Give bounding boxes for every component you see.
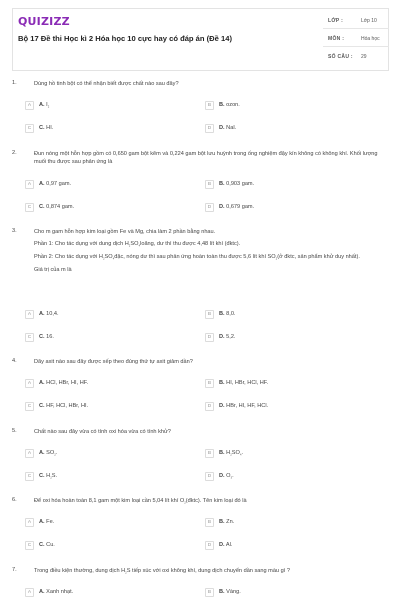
option-key-box: D [205, 541, 214, 550]
question-line: Dãy axit nào sau đây được xếp theo đúng thứ tự axit giảm dần? [34, 359, 193, 365]
option-text [219, 102, 240, 108]
option-value: 10,4. [46, 311, 59, 317]
question-text [34, 497, 384, 510]
option-key-box: B [205, 310, 214, 319]
option-value: 0,874 gam. [46, 204, 75, 210]
meta-subject-value: Hóa học [361, 36, 380, 42]
option-value: HI, HBr, HCl, HF. [226, 380, 269, 386]
option-key-box: C [25, 472, 34, 481]
question-line: Phần 2: Cho tác dụng với $H_{_2}SO_{_4}đặc$, nóng dư thì sau phản ứng hoàn toàn thu được 5,6 lít khí $SO_{_2}(ở$ đktc, sản phẩm khử duy nhất). [34, 254, 360, 260]
option-key-box: B [205, 449, 214, 458]
question-line: Dùng hồ tinh bột có thể nhận biết được chất nào sau đây? [34, 81, 179, 87]
question-text [34, 428, 384, 440]
option-letter: D. [219, 473, 225, 479]
option-letter: D. [219, 403, 225, 409]
question-number: 4. [12, 358, 17, 364]
option-text [39, 311, 59, 317]
question-line: Đun nóng một hỗn hợp gồm có 0,650 gam bột kẽm và 0,224 gam bột lưu huỳnh trong ống nghiệm đậy kín không có không khí. Khối lượng muối thu được sau phản ứng là [34, 151, 378, 165]
option-value: $H_{_2}SO_{_4}$. [226, 450, 244, 456]
option-text [219, 125, 236, 131]
option-letter: A. [39, 589, 45, 595]
option-value: Fe. [46, 519, 55, 525]
meta-class [323, 13, 389, 29]
question-number: 2. [12, 150, 17, 156]
question-line: Chất nào sau đây vừa có tính oxi hóa vừa có tính khử? [34, 429, 171, 435]
option-value: 0,679 gam. [226, 204, 255, 210]
option-key-box: A [25, 310, 34, 319]
option-letter: D. [219, 204, 225, 210]
option-value: Cu. [46, 542, 55, 548]
option-value: HF, HCl, HBr, HI. [46, 403, 89, 409]
question-line: Cho m gam hỗn hợp kim loại gồm Fe và Mg, chia làm 2 phần bằng nhau. [34, 229, 216, 235]
option-letter: A. [39, 181, 45, 187]
option-value: Vàng. [226, 589, 241, 595]
meta-class-value: Lớp 10 [361, 18, 377, 24]
option-text [39, 589, 73, 595]
option-letter: B. [219, 311, 225, 317]
option-key-box: C [25, 541, 34, 550]
option-text [39, 403, 88, 409]
question-text [34, 80, 384, 92]
meta-count-value: 29 [361, 54, 367, 60]
worksheet-header [12, 8, 389, 71]
meta-class-label: LỚP : [328, 18, 344, 24]
option-key-box: C [25, 203, 34, 212]
option-letter: A. [39, 519, 45, 525]
meta-subject [323, 31, 389, 47]
option-value: NaI. [226, 125, 237, 131]
option-letter: B. [219, 450, 225, 456]
option-key-box: A [25, 518, 34, 527]
option-key-box: B [205, 518, 214, 527]
option-key-box: D [205, 402, 214, 411]
option-text [219, 181, 254, 187]
option-value: $I_{_2}$ [46, 102, 50, 108]
option-text [219, 334, 236, 340]
option-value: HBr, HI, HF, HCl. [226, 403, 269, 409]
option-key-box: C [25, 333, 34, 342]
meta-subject-label: MÔN : [328, 36, 345, 42]
option-letter: C. [39, 542, 45, 548]
question-line: Để oxi hóa hoàn toàn 8,1 gam một kim loại cần 5,04 lít khí $O_{_2}(đktc)$. Tên kim loại đó là [34, 498, 247, 504]
option-letter: D. [219, 542, 225, 548]
option-value: 0,903 gam. [226, 181, 255, 187]
question-line: Giá trị của m là [34, 267, 72, 273]
option-key-box: C [25, 402, 34, 411]
option-key-box: B [205, 588, 214, 597]
option-text [39, 181, 71, 187]
option-text [219, 473, 234, 479]
option-key-box: C [25, 124, 34, 133]
option-value: HCl, HBr, HI, HF. [46, 380, 89, 386]
meta-count [323, 49, 389, 65]
option-letter: A. [39, 311, 45, 317]
question-line: Trong điều kiện thường, dung dịch $H_{_2}S$ tiếp xúc với oxi không khí, dung dịch chuyển dần sang màu gì ? [34, 568, 290, 574]
option-text [39, 102, 49, 108]
option-text [39, 125, 53, 131]
option-text [219, 542, 232, 548]
option-letter: C. [39, 125, 45, 131]
question-number: 6. [12, 497, 17, 503]
option-text [219, 589, 241, 595]
option-key-box: A [25, 449, 34, 458]
question-number: 3. [12, 228, 17, 234]
option-key-box: D [205, 472, 214, 481]
option-letter: B. [219, 102, 225, 108]
option-key-box: B [205, 180, 214, 189]
option-text [219, 204, 254, 210]
question-text [34, 150, 384, 170]
option-letter: B. [219, 589, 225, 595]
option-letter: D. [219, 125, 225, 131]
option-text [219, 311, 236, 317]
option-letter: B. [219, 519, 225, 525]
option-key-box: B [205, 379, 214, 388]
option-text [39, 519, 54, 525]
option-text [39, 542, 55, 548]
option-key-box: B [205, 101, 214, 110]
meta-count-label: SỐ CÂU : [328, 54, 353, 60]
option-value: Zn. [226, 519, 235, 525]
option-value: ozon. [226, 102, 240, 108]
quizizz-logo: QUIZIZZ [18, 15, 70, 28]
option-value: 16. [46, 334, 54, 340]
option-letter: A. [39, 450, 45, 456]
option-text [219, 450, 243, 456]
option-text [219, 403, 268, 409]
option-value: 8,0. [226, 311, 236, 317]
option-key-box: D [205, 333, 214, 342]
option-value: 0,97 gam. [46, 181, 72, 187]
option-letter: C. [39, 403, 45, 409]
option-value: HI. [46, 125, 54, 131]
option-letter: C. [39, 473, 45, 479]
option-key-box: D [205, 124, 214, 133]
option-text [39, 473, 57, 479]
option-letter: B. [219, 380, 225, 386]
option-key-box: A [25, 588, 34, 597]
option-letter: B. [219, 181, 225, 187]
option-key-box: A [25, 101, 34, 110]
option-text [219, 380, 268, 386]
question-text [34, 567, 384, 580]
question-number: 5. [12, 428, 17, 434]
option-text [39, 380, 88, 386]
option-text [39, 450, 57, 456]
option-text [219, 519, 234, 525]
option-text [39, 334, 54, 340]
option-value: $H_{_2}S$. [46, 473, 58, 479]
question-number: 1. [12, 80, 17, 86]
option-value: 5,2. [226, 334, 236, 340]
option-value: $SO_{_2}$. [46, 450, 58, 456]
question-text [34, 228, 384, 278]
worksheet-title: Bộ 17 Đề thi Học kì 2 Hóa học 10 cực hay có đáp án (Đề 14) [18, 34, 232, 43]
option-key-box: D [205, 203, 214, 212]
question-line: Phần 1: Cho tác dụng với dung dịch $H_{_2}SO_{_4}loãng$, dư thì thu được 4,48 lít khí (đktc). [34, 241, 241, 247]
option-value: $O_{_3}$. [226, 473, 234, 479]
option-letter: A. [39, 102, 45, 108]
option-letter: C. [39, 334, 45, 340]
question-text [34, 358, 384, 370]
option-key-box: A [25, 180, 34, 189]
option-value: Xanh nhạt. [46, 589, 74, 595]
question-number: 7. [12, 567, 17, 573]
option-letter: A. [39, 380, 45, 386]
option-value: Al. [225, 542, 233, 548]
option-text [39, 204, 74, 210]
option-letter: D. [219, 334, 225, 340]
option-key-box: A [25, 379, 34, 388]
option-letter: C. [39, 204, 45, 210]
